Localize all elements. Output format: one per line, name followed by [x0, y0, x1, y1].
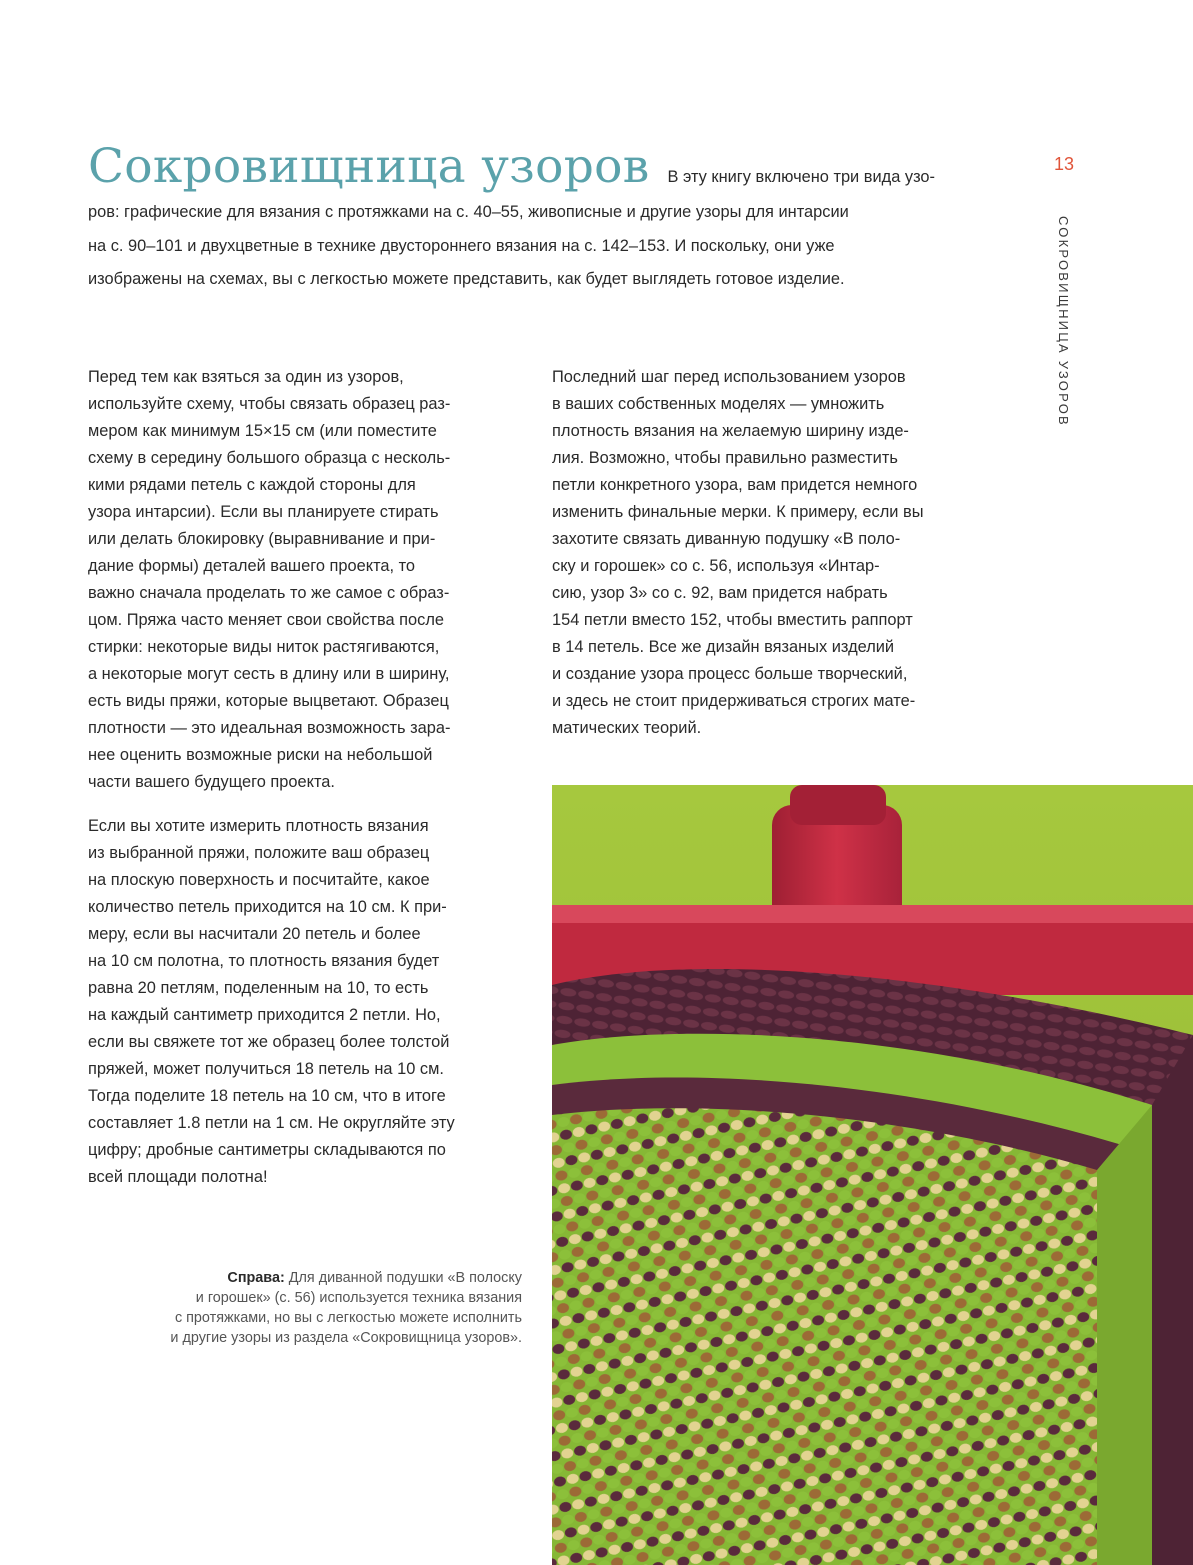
text-line: нее оценить возможные риски на небольшой: [88, 746, 433, 764]
intro-lead: В эту книгу включено три вида узо-: [667, 168, 935, 186]
intro-line: ров: графические для вязания с протяжками на с. 40–55, живописные и другие узоры для интарсии: [88, 203, 849, 221]
knitted-cushion-photo: [552, 785, 1193, 1565]
text-line: на плоскую поверхность и посчитайте, какое: [88, 871, 430, 889]
text-line: в 14 петель. Все же дизайн вязаных изделий: [552, 638, 895, 656]
text-line: количество петель приходится на 10 см. К при-: [88, 898, 447, 916]
text-line: цифру; дробные сантиметры складываются по: [88, 1141, 446, 1159]
text-line: на 10 см полотна, то плотность вязания будет: [88, 952, 440, 970]
text-line: и здесь не стоит придерживаться строгих мате-: [552, 692, 916, 710]
text-line: из выбранной пряжи, положите ваш образец: [88, 844, 430, 862]
text-line: или делать блокировку (выравнивание и при-: [88, 530, 436, 548]
caption-line: [100, 1268, 522, 1288]
caption-line: и горошек» (с. 56) используется техника вязания: [195, 1290, 522, 1306]
text-line: части вашего будущего проекта.: [88, 773, 335, 791]
text-line: матических теорий.: [552, 719, 702, 737]
caption-line: с протяжками, но вы с легкостью можете исполнить: [174, 1310, 522, 1326]
running-title: СОКРОВИЩНИЦА УЗОРОВ: [1056, 216, 1071, 427]
text-line: используйте схему, чтобы связать образец раз-: [88, 395, 451, 413]
text-line: Последний шаг перед использованием узоров: [552, 368, 906, 386]
text-line: равна 20 петлям, поделенным на 10, то есть: [88, 979, 429, 997]
cushion-photo-illustration: [552, 785, 1193, 1565]
text-line: важно сначала проделать то же самое с образ-: [88, 584, 450, 602]
paragraph: [88, 364, 528, 796]
text-line: сию, узор 3» со с. 92, вам придется набрать: [552, 584, 888, 602]
text-line: кими рядами петель с каждой стороны для: [88, 476, 416, 494]
text-line: дание формы) деталей вашего проекта, то: [88, 557, 416, 575]
text-line: цом. Пряжа часто меняет свои свойства после: [88, 611, 444, 629]
text-line: ску и горошек» со с. 56, используя «Интар-: [552, 557, 880, 575]
caption-text: Для диванной подушки «В полоску: [284, 1270, 522, 1286]
text-line: составляет 1.8 петли на 1 см. Не округляйте эту: [88, 1114, 455, 1132]
text-line: плотность вязания на желаемую ширину изде-: [552, 422, 909, 440]
text-line: изменить финальные мерки. К примеру, если вы: [552, 503, 924, 521]
text-line: петли конкретного узора, вам придется немного: [552, 476, 918, 494]
paragraph: [88, 813, 528, 1191]
text-line: мером как минимум 15×15 см (или поместите: [88, 422, 437, 440]
text-line: меру, если вы насчитали 20 петель и более: [88, 925, 421, 943]
text-line: всей площади полотна!: [88, 1168, 268, 1186]
page-title: Сокровищница узоров: [88, 139, 650, 194]
text-line: если вы свяжете тот же образец более толстой: [88, 1033, 450, 1051]
text-line: Перед тем как взяться за один из узоров,: [88, 368, 404, 386]
text-line: лия. Возможно, чтобы правильно разместить: [552, 449, 898, 467]
text-line: Если вы хотите измерить плотность вязания: [88, 817, 429, 835]
text-line: схему в середину большого образца с несколь-: [88, 449, 451, 467]
text-line: и создание узора процесс больше творческий,: [552, 665, 908, 683]
text-line: пряжей, может получиться 18 петель на 10 см.: [88, 1060, 444, 1078]
text-line: на каждый сантиметр приходится 2 петли. Но,: [88, 1006, 441, 1024]
text-line: есть виды пряжи, которые выцветают. Образец: [88, 692, 449, 710]
cushion: [552, 969, 1193, 1565]
text-line: стирки: некоторые виды ниток растягиваются,: [88, 638, 440, 656]
text-line: а некоторые могут сесть в длину или в ширину,: [88, 665, 450, 683]
caption-label: Справа:: [227, 1270, 285, 1286]
left-column: [88, 364, 528, 1191]
page-number: 13: [1054, 154, 1075, 174]
text-line: 154 петли вместо 152, чтобы вместить раппорт: [552, 611, 913, 629]
text-line: плотности — это идеальная возможность зара-: [88, 719, 451, 737]
photo-caption: [100, 1268, 522, 1348]
text-line: узора интарсии). Если вы планируете стирать: [88, 503, 439, 521]
caption-line: и другие узоры из раздела «Сокровищница узоров».: [170, 1330, 522, 1346]
right-column: [552, 364, 1012, 742]
text-line: Тогда поделите 18 петель на 10 см, что в итоге: [88, 1087, 446, 1105]
text-line: в ваших собственных моделях — умножить: [552, 395, 885, 413]
text-line: захотите связать диванную подушку «В поло-: [552, 530, 901, 548]
paragraph: [552, 364, 1012, 742]
intro-block: [88, 138, 988, 297]
intro-line: изображены на схемах, вы с легкостью можете представить, как будет выглядеть готовое изделие.: [88, 270, 845, 288]
intro-line: на с. 90–101 и двухцветные в технике двустороннего вязания на с. 142–153. И поскольку, они уже: [88, 236, 835, 255]
